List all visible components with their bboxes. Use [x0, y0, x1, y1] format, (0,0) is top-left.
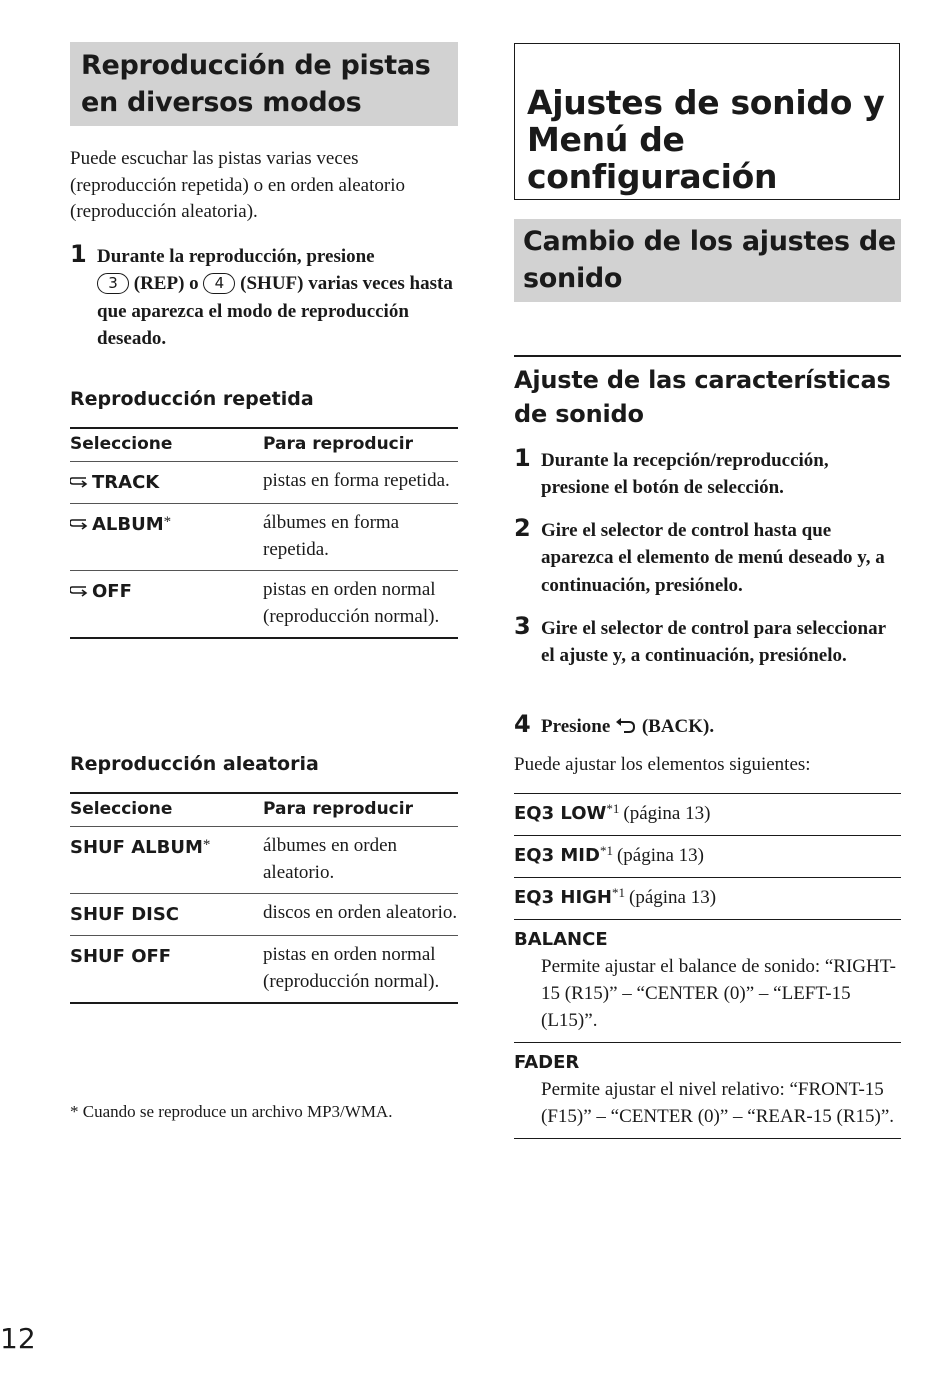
step-number: 4	[514, 710, 531, 738]
footnote-mark: *	[163, 514, 172, 530]
button-4-icon: 4	[203, 273, 235, 294]
desc-cell: pistas en forma repetida.	[263, 462, 458, 504]
table-row	[70, 571, 458, 639]
step-text-part: Durante la reproducción, presione	[97, 246, 375, 267]
desc-cell: pistas en orden normal (reproducción normal).	[263, 571, 458, 639]
table-row	[70, 462, 458, 504]
select-cell	[70, 827, 263, 894]
select-label: TRACK	[92, 472, 160, 493]
select-cell	[70, 571, 263, 639]
subsection-title: Ajuste de las características de sonido	[514, 366, 891, 428]
shuffle-subheading: Reproducción aleatoria	[70, 753, 319, 775]
item-name: EQ3 HIGH	[514, 887, 612, 908]
repeat-icon	[70, 469, 92, 496]
item-name: FADER	[514, 1052, 580, 1073]
desc-cell: álbumes en orden aleatorio.	[263, 827, 458, 894]
step-text-part: (REP) o	[133, 273, 199, 295]
step-number: 1	[514, 444, 531, 472]
subsection-heading	[514, 355, 901, 431]
chapter-title-box	[514, 43, 900, 200]
section-heading-box	[70, 42, 458, 126]
section-title: Cambio de los ajustes de sonido	[523, 226, 896, 294]
footnote-mark: *	[202, 837, 211, 853]
step-number: 2	[514, 514, 531, 542]
section-title: Reproducción de pistas en diversos modos	[81, 50, 431, 118]
item-page-ref: (página 13)	[623, 803, 711, 824]
select-label: OFF	[92, 581, 132, 602]
list-item	[514, 793, 901, 835]
repeat-icon	[70, 511, 92, 538]
step-text	[541, 713, 901, 740]
item-footnote-mark: *1	[606, 801, 620, 816]
step-text: Gire el selector de control para seleccionar el ajuste y, a continuación, presiónelo.	[541, 618, 886, 667]
column-header: Para reproducir	[263, 428, 458, 462]
select-label: ALBUM	[92, 514, 164, 535]
select-cell	[70, 936, 263, 1004]
select-cell	[70, 462, 263, 504]
step-text: Gire el selector de control hasta que aparezca el elemento de menú deseado y, a continuación, presiónelo.	[541, 520, 885, 596]
intro-paragraph: Puede escuchar las pistas varias veces (reproducción repetida) o en orden aleatorio (reproducción aleatoria).	[70, 148, 405, 223]
column-header: Seleccione	[70, 793, 263, 827]
item-description: Permite ajustar el nivel relativo: “FRONT-15 (F15)” – “CENTER (0)” – “REAR-15 (R15)”.	[541, 1079, 895, 1127]
step-number: 3	[514, 612, 531, 640]
repeat-table	[70, 427, 458, 639]
back-icon	[615, 716, 637, 737]
column-header: Para reproducir	[263, 793, 458, 827]
item-footnote-mark: *1	[599, 843, 613, 858]
step-number: 1	[70, 240, 87, 268]
item-page-ref: (página 13)	[629, 887, 717, 908]
list-item	[514, 835, 901, 877]
step-text	[97, 243, 457, 352]
item-description: Permite ajustar el balance de sonido: “RIGHT-15 (R15)” – “CENTER (0)” – “LEFT-15 (L15)”.	[541, 956, 896, 1031]
item-page-ref: (página 13)	[616, 845, 705, 866]
items-intro: Puede ajustar los elementos siguientes:	[514, 754, 811, 775]
step-text-part: Presione	[541, 716, 611, 737]
table-row	[70, 936, 458, 1004]
item-footnote-mark: *1	[612, 885, 625, 900]
select-cell	[70, 504, 263, 571]
section-heading-box	[514, 219, 901, 302]
settings-list	[514, 793, 901, 1139]
select-label: SHUF DISC	[70, 904, 180, 925]
chapter-title: Ajustes de sonido y Menú de configuración	[527, 83, 885, 196]
button-3-icon: 3	[97, 273, 129, 294]
column-header: Seleccione	[70, 428, 263, 462]
select-label: SHUF ALBUM	[70, 837, 203, 858]
list-item	[514, 1042, 901, 1139]
page-number: 12	[0, 1322, 36, 1355]
item-name: EQ3 MID	[514, 845, 600, 866]
desc-cell: álbumes en forma repetida.	[263, 504, 458, 571]
table-row	[70, 827, 458, 894]
desc-cell: discos en orden aleatorio.	[263, 894, 458, 936]
item-name: EQ3 LOW	[514, 803, 607, 824]
select-cell	[70, 894, 263, 936]
repeat-icon	[70, 578, 92, 605]
table-header-row	[70, 428, 458, 462]
select-label: SHUF OFF	[70, 946, 172, 967]
table-header-row	[70, 793, 458, 827]
step-1	[70, 240, 458, 353]
step-text-part: (BACK).	[641, 716, 715, 737]
item-name: BALANCE	[514, 929, 608, 950]
list-item	[514, 919, 901, 1042]
list-item	[514, 877, 901, 919]
shuffle-table	[70, 792, 458, 1004]
desc-cell: pistas en orden normal (reproducción normal).	[263, 936, 458, 1004]
table-row	[70, 894, 458, 936]
step-text-part: (SHUF) varias veces hasta que aparezca el modo de reproducción deseado.	[97, 273, 453, 349]
footnote: * Cuando se reproduce un archivo MP3/WMA.	[70, 1102, 393, 1121]
step-text: Durante la recepción/reproducción, presione el botón de selección.	[541, 450, 829, 499]
table-row	[70, 504, 458, 571]
repeat-subheading: Reproducción repetida	[70, 388, 314, 410]
